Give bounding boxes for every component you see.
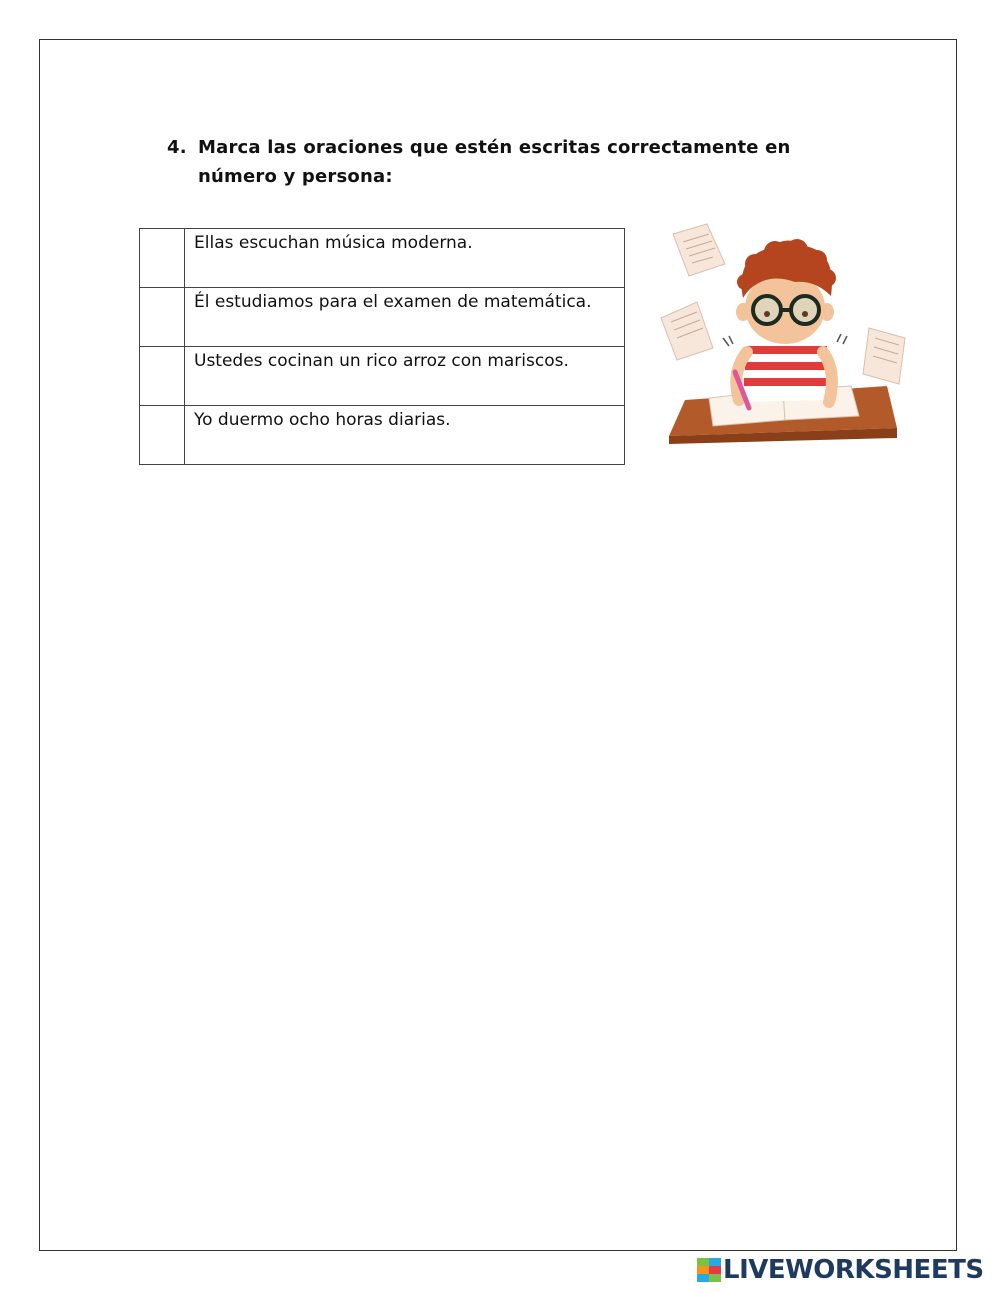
sentence-text: Ustedes cocinan un rico arroz con mariscos. <box>185 347 625 406</box>
table-row <box>140 288 625 347</box>
table-row <box>140 406 625 465</box>
paper-icon <box>863 328 905 384</box>
sentence-text: Él estudiamos para el examen de matemática. <box>185 288 625 347</box>
brand-wordmark: LIVEWORKSHEETS <box>723 1255 984 1285</box>
boy-studying-at-desk-illustration <box>655 222 915 447</box>
sentence-text: Ellas escuchan música moderna. <box>185 229 625 288</box>
question-number: 4. <box>167 137 187 158</box>
sentence-text: Yo duermo ocho horas diarias. <box>185 406 625 465</box>
question-4 <box>167 133 857 191</box>
paper-icon <box>661 302 713 360</box>
liveworksheets-logo-icon <box>697 1258 721 1282</box>
paper-icon <box>673 224 725 276</box>
checkbox-cell[interactable] <box>140 406 185 465</box>
liveworksheets-brand <box>697 1255 984 1285</box>
worksheet-page-frame <box>39 39 957 1251</box>
question-text: Marca las oraciones que estén escritas correctamente en número y persona: <box>198 137 791 187</box>
sentences-table <box>139 228 625 465</box>
table-row <box>140 229 625 288</box>
checkbox-cell[interactable] <box>140 288 185 347</box>
checkbox-cell[interactable] <box>140 347 185 406</box>
table-row <box>140 347 625 406</box>
checkbox-cell[interactable] <box>140 229 185 288</box>
